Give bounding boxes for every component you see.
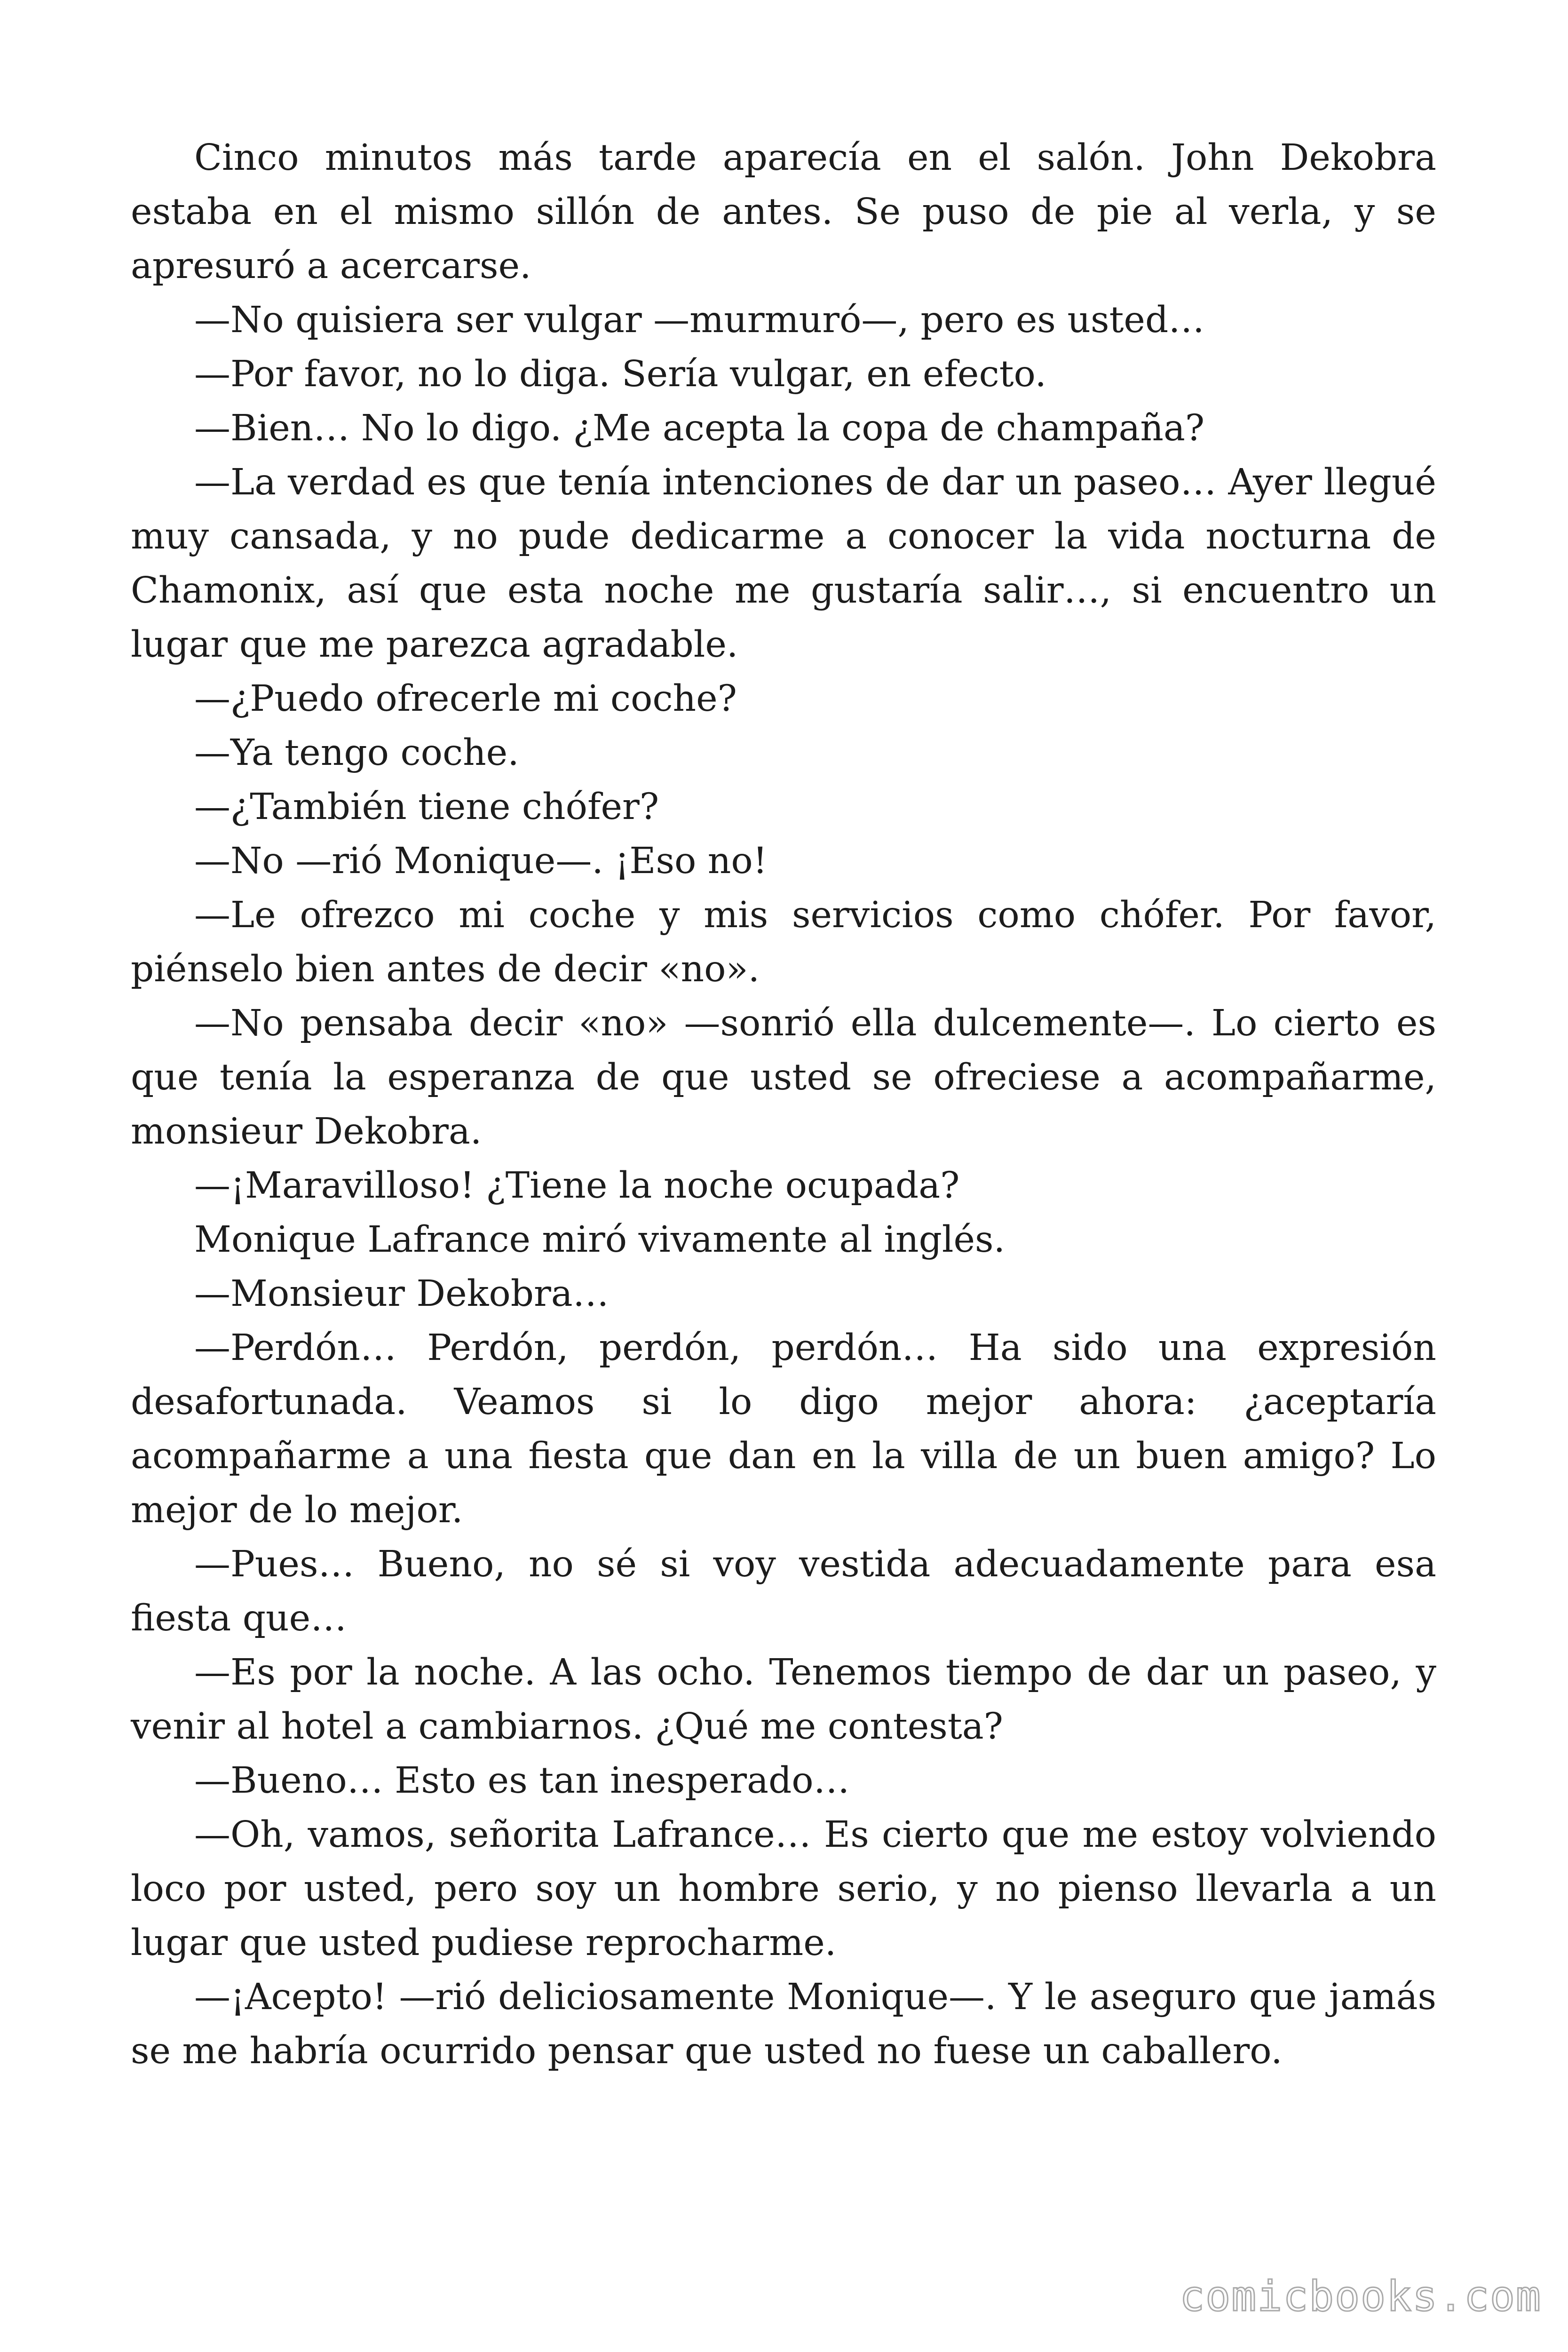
paragraph: —Ya tengo coche. (194, 732, 519, 774)
paragraph: Cinco minutos más tarde aparecía en el salón. John Dekobra estaba en el mismo sillón de antes. Se puso de pie al verla, y se apresuró a acercarse. (131, 137, 1436, 287)
paragraph: —La verdad es que tenía intenciones de dar un paseo… Ayer llegué muy cansada, y no pude dedicarme a conocer la vida nocturna de Chamonix, así que esta noche me gustaría salir…, si encuentro un lugar que me parezca agradable. (131, 461, 1436, 666)
paragraph: —Es por la noche. A las ocho. Tenemos tiempo de dar un paseo, y venir al hotel a cambiarnos. ¿Qué me contesta? (131, 1652, 1436, 1748)
paragraph: —No pensaba decir «no» —sonrió ella dulcemente—. Lo cierto es que tenía la esperanza de que usted se ofreciese a acompañarme, monsieur Dekobra. (131, 1002, 1436, 1152)
paragraph: —¿Puedo ofrecerle mi coche? (194, 678, 737, 720)
paragraph: —Por favor, no lo diga. Sería vulgar, en efecto. (194, 353, 1047, 395)
paragraph: Monique Lafrance miró vivamente al inglés. (194, 1219, 1006, 1261)
paragraph: —No —rió Monique—. ¡Eso no! (194, 840, 768, 882)
paragraph: —No quisiera ser vulgar —murmuró—, pero es usted… (194, 299, 1205, 341)
paragraph: —Bien… No lo digo. ¿Me acepta la copa de champaña? (194, 407, 1205, 449)
paragraph: —Le ofrezco mi coche y mis servicios como chófer. Por favor, piénselo bien antes de decir «no». (131, 894, 1436, 990)
paragraph: —Pues… Bueno, no sé si voy vestida adecuadamente para esa fiesta que… (131, 1543, 1436, 1639)
paragraph: —¡Maravilloso! ¿Tiene la noche ocupada? (194, 1165, 960, 1207)
paragraph: —¿También tiene chófer? (194, 786, 659, 828)
watermark: comicbooks.com (1180, 2272, 1542, 2320)
paragraph: —Oh, vamos, señorita Lafrance… Es cierto que me estoy volviendo loco por usted, pero soy un hombre serio, y no pienso llevarla a un lugar que usted pudiese reprocharme. (131, 1814, 1436, 1964)
paragraph: —Perdón… Perdón, perdón, perdón… Ha sido una expresión desafortunada. Veamos si lo digo mejor ahora: ¿aceptaría acompañarme a una fiesta que dan en la villa de un buen amigo? Lo mejor de lo mejor. (131, 1327, 1436, 1531)
book-page-text (131, 131, 1436, 2078)
paragraph: —¡Acepto! —rió deliciosamente Monique—. Y le aseguro que jamás se me habría ocurrido pensar que usted no fuese un caballero. (131, 1976, 1436, 2072)
paragraph: —Monsieur Dekobra… (194, 1273, 609, 1315)
paragraph: —Bueno… Esto es tan inesperado… (194, 1760, 850, 1802)
